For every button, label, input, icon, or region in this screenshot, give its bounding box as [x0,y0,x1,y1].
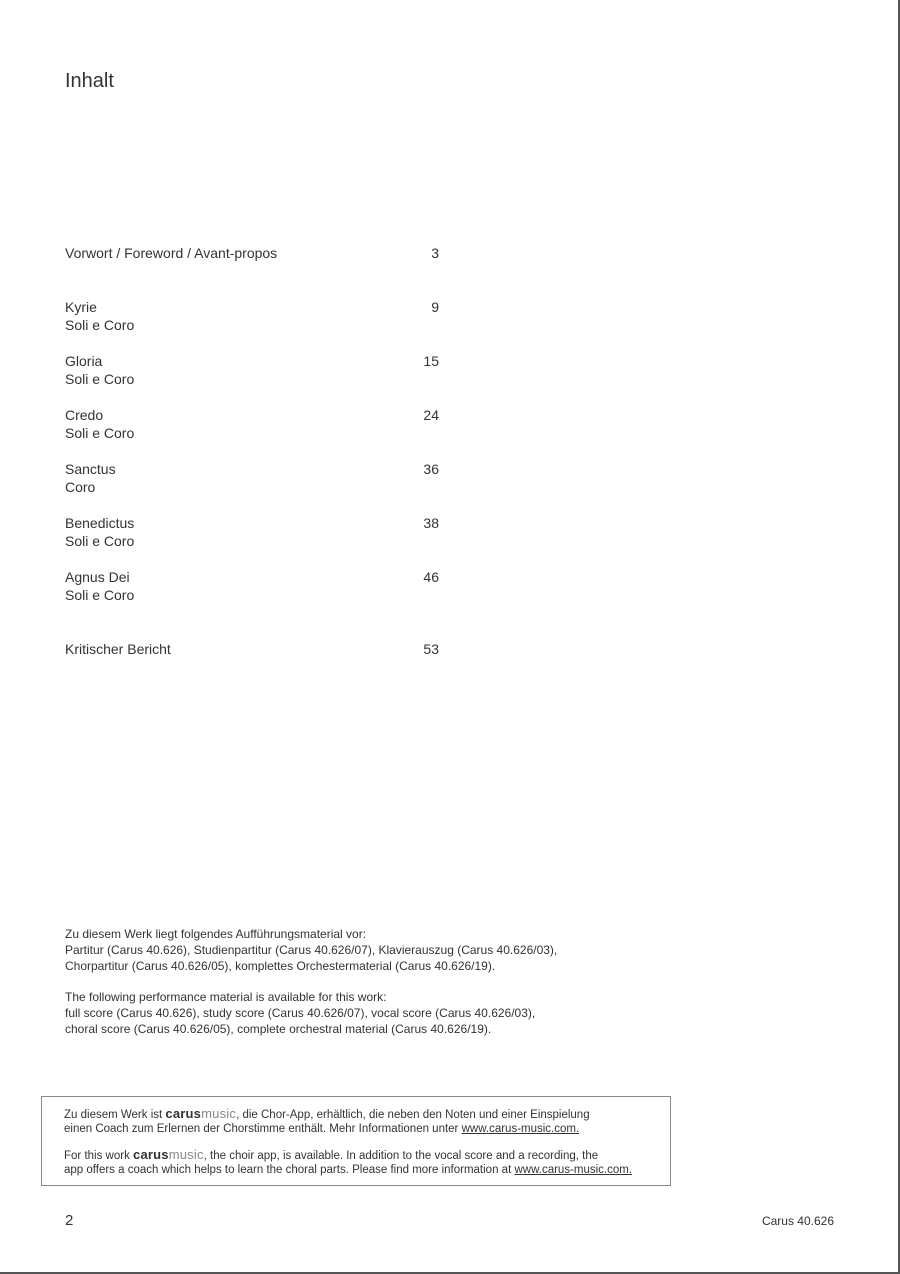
logo-music: music [201,1106,237,1121]
catalog-number: Carus 40.626 [761,1214,834,1228]
toc-subtitle: Soli e Coro [65,317,135,333]
toc-page: 46 [423,569,439,585]
toc-entry-critical-report[interactable] [65,640,439,658]
toc-label: Kyrie [65,299,97,315]
carus-music-logo [165,1106,236,1121]
toc-subtitle: Soli e Coro [65,587,135,603]
app-text: , die Chor-App, erhältlich, die neben den Noten und einer Einspielung [236,1109,590,1121]
app-text: , the choir app, is available. In addition to the vocal score and a recording, the [203,1150,599,1162]
logo-carus: carus [165,1106,202,1121]
toc-entry-sanctus[interactable] [65,460,439,496]
toc-subtitle: Soli e Coro [65,425,135,441]
toc-page: 9 [431,299,439,315]
app-notice-english [64,1148,658,1177]
app-text: app offers a coach which helps to learn the choral parts. Please find more information at [64,1164,515,1176]
app-text: For this work [64,1150,134,1162]
toc-page: 38 [423,515,439,531]
toc-entry-gloria[interactable] [65,352,439,388]
page-title: Inhalt [65,70,114,92]
page-number: 2 [65,1212,74,1229]
table-of-contents [65,244,439,658]
materials-en-line: choral score (Carus 40.626/05), complete orchestral material (Carus 40.626/19). [65,1022,492,1036]
toc-label: Kritischer Bericht [65,641,171,657]
carus-music-logo [133,1147,204,1162]
carus-website-link[interactable]: www.carus-music.com. [514,1164,633,1176]
toc-label: Sanctus [65,461,116,477]
toc-subtitle: Soli e Coro [65,533,135,549]
logo-carus: carus [133,1147,169,1162]
toc-page: 53 [423,641,439,657]
toc-label: Gloria [65,353,103,369]
carus-music-app-notice [41,1096,671,1186]
materials-de-line: Chorpartitur (Carus 40.626/05), komplettes Orchestermaterial (Carus 40.626/19). [65,959,496,973]
toc-page: 36 [423,461,439,477]
toc-entry-kyrie[interactable] [65,298,439,334]
app-notice-german [64,1107,658,1136]
toc-label: Credo [65,407,104,423]
app-text: einen Coach zum Erlernen der Chorstimme enthält. Mehr Informationen unter [64,1123,462,1135]
performance-material-notes [65,926,665,1052]
toc-entry-agnus-dei[interactable] [65,568,439,604]
logo-music: music [168,1147,204,1162]
toc-entry-foreword[interactable] [65,244,439,262]
toc-entry-benedictus[interactable] [65,514,439,550]
toc-label: Benedictus [65,515,135,531]
toc-subtitle: Coro [65,479,96,495]
materials-en-line: The following performance material is available for this work: [65,990,387,1004]
app-text: Zu diesem Werk ist [64,1109,166,1121]
materials-en-line: full score (Carus 40.626), study score (Carus 40.626/07), vocal score (Carus 40.626/03), [65,1006,536,1020]
toc-page: 15 [423,353,439,369]
toc-label: Vorwort / Foreword / Avant-propos [65,245,278,261]
materials-english [65,989,665,1037]
toc-page: 3 [431,245,439,261]
materials-de-line: Partitur (Carus 40.626), Studienpartitur (Carus 40.626/07), Klavierauszug (Carus 40.626/03), [65,943,558,957]
toc-entry-credo[interactable] [65,406,439,442]
toc-label: Agnus Dei [65,569,130,585]
materials-de-line: Zu diesem Werk liegt folgendes Aufführungsmaterial vor: [65,927,367,941]
toc-page: 24 [423,407,439,423]
toc-subtitle: Soli e Coro [65,371,135,387]
carus-website-link[interactable]: www.carus-music.com. [461,1123,580,1135]
materials-german [65,926,665,974]
